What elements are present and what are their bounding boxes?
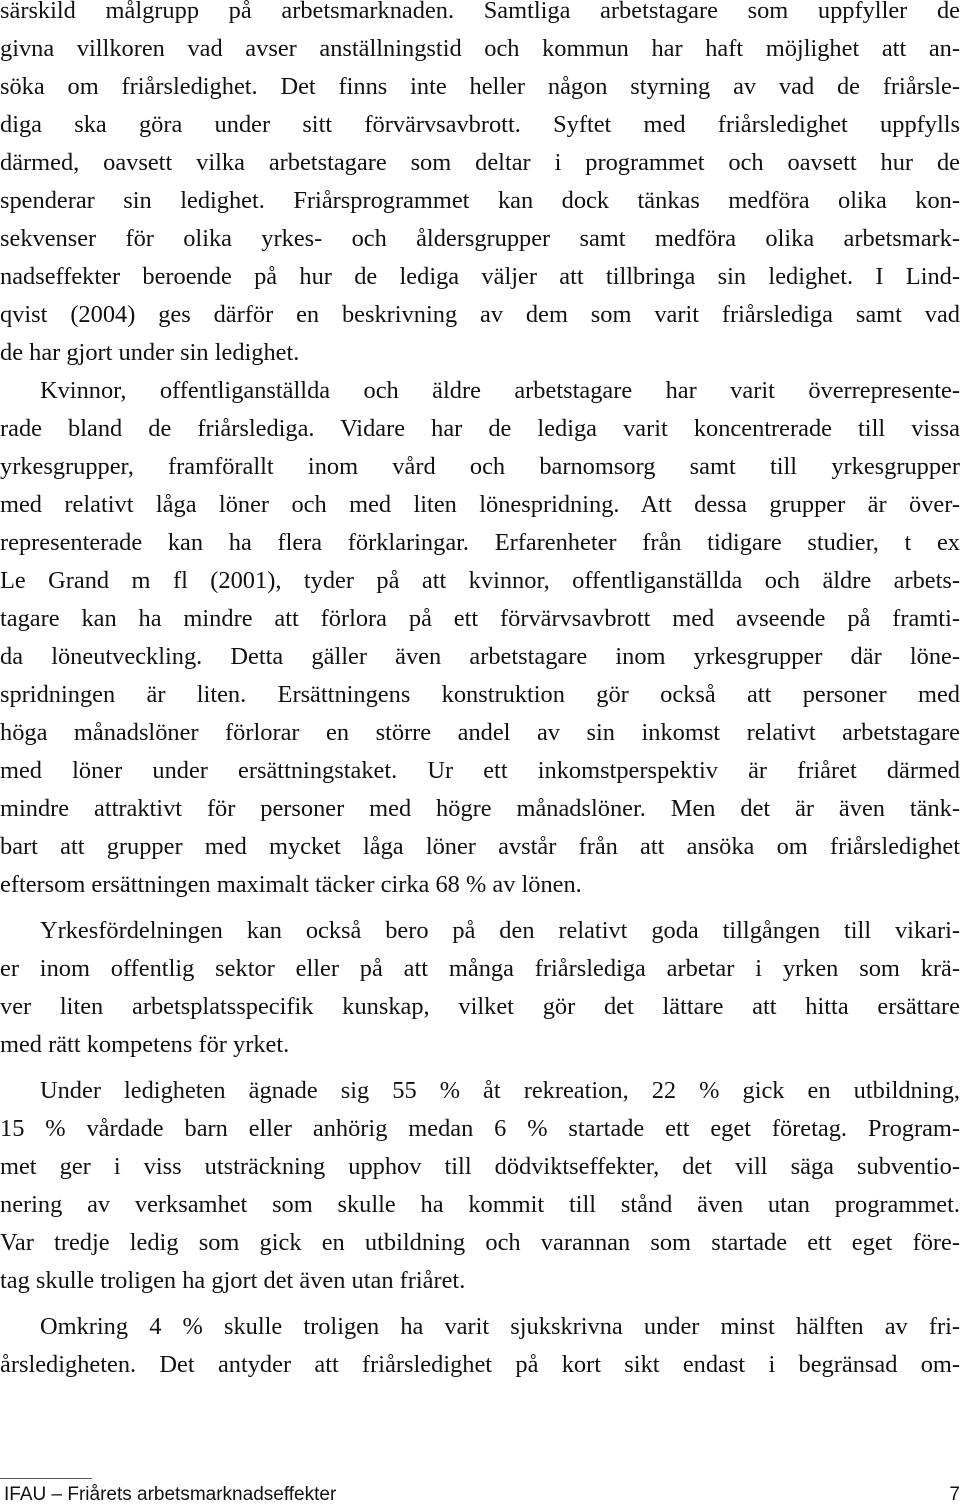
text-line: tag skulle troligen ha gjort det även utan friåret. <box>0 1267 466 1294</box>
text-line: sekvenser för olika yrkes- och åldersgrupper samt medföra olika arbetsmark- <box>0 225 960 252</box>
paragraph-3 <box>0 912 960 1064</box>
text-line: Yrkesfördelningen kan också bero på den relativt goda tillgången till vikari- <box>40 917 960 944</box>
text-line: spenderar sin ledighet. Friårsprogrammet kan dock tänkas medföra olika kon- <box>0 187 960 214</box>
text-line: höga månadslöner förlorar en större andel av sin inkomst relativt arbetstagare <box>0 719 960 746</box>
text-line: Kvinnor, offentliganställda och äldre arbetstagare har varit överrepresente- <box>40 377 960 404</box>
paragraph-2 <box>0 372 960 904</box>
text-line: diga ska göra under sitt förvärvsavbrott. Syftet med friårsledighet uppfylls <box>0 111 960 138</box>
text-line: mindre attraktivt för personer med högre månadslöner. Men det är även tänk- <box>0 795 960 822</box>
text-line: med löner under ersättningstaket. Ur ett inkomstperspektiv är friåret därmed <box>0 757 960 784</box>
text-line: 15 % vårdade barn eller anhörig medan 6 % startade ett eget företag. Program- <box>0 1115 960 1142</box>
text-line: nering av verksamhet som skulle ha kommit till stånd även utan programmet. <box>0 1191 960 1218</box>
text-line: särskild målgrupp på arbetsmarknaden. Samtliga arbetstagare som uppfyller de <box>0 0 960 24</box>
text-line: da löneutveckling. Detta gäller även arbetstagare inom yrkesgrupper där löne- <box>0 643 960 670</box>
text-line: bart att grupper med mycket låga löner avstår från att ansöka om friårsledighet <box>0 833 960 860</box>
text-line: eftersom ersättningen maximalt täcker cirka 68 % av lönen. <box>0 871 582 898</box>
paragraph-5 <box>0 1308 960 1384</box>
paragraph-1 <box>0 0 960 372</box>
text-line: nadseffekter beroende på hur de lediga väljer att tillbringa sin ledighet. I Lind- <box>0 263 960 290</box>
footer-title: IFAU – Friårets arbetsmarknadseffekter <box>4 1484 337 1505</box>
text-line: årsledigheten. Det antyder att friårsledighet på kort sikt endast i begränsad om- <box>0 1351 960 1378</box>
text-line: spridningen är liten. Ersättningens konstruktion gör också att personer med <box>0 681 960 708</box>
footer-divider <box>0 1478 92 1479</box>
page-number: 7 <box>949 1484 960 1505</box>
text-line: med rätt kompetens för yrket. <box>0 1031 290 1058</box>
text-line: Var tredje ledig som gick en utbildning och varannan som startade ett eget före- <box>0 1229 960 1256</box>
text-line: rade bland de friårslediga. Vidare har de lediga varit koncentrerade till vissa <box>0 415 960 442</box>
text-line: med relativt låga löner och med liten lönespridning. Att dessa grupper är över- <box>0 491 960 518</box>
text-line: söka om friårsledighet. Det finns inte heller någon styrning av vad de friårsle- <box>0 73 960 100</box>
text-line: Under ledigheten ägnade sig 55 % åt rekreation, 22 % gick en utbildning, <box>40 1077 960 1104</box>
text-line: qvist (2004) ges därför en beskrivning av dem som varit friårslediga samt vad <box>0 301 960 328</box>
text-line: Le Grand m fl (2001), tyder på att kvinnor, offentliganställda och äldre arbets- <box>0 567 960 594</box>
text-line: givna villkoren vad avser anställningstid och kommun har haft möjlighet att an- <box>0 35 960 62</box>
text-line: er inom offentlig sektor eller på att många friårslediga arbetar i yrken som krä- <box>0 955 960 982</box>
page-footer <box>0 1478 960 1508</box>
paragraph-4 <box>0 1072 960 1300</box>
text-line: därmed, oavsett vilka arbetstagare som deltar i programmet och oavsett hur de <box>0 149 960 176</box>
text-line: tagare kan ha mindre att förlora på ett förvärvsavbrott med avseende på framti- <box>0 605 960 632</box>
text-line: met ger i viss utsträckning upphov till dödviktseffekter, det vill säga subventio- <box>0 1153 960 1180</box>
text-line: Omkring 4 % skulle troligen ha varit sjukskrivna under minst hälften av fri- <box>40 1313 960 1340</box>
text-line: representerade kan ha flera förklaringar. Erfarenheter från tidigare studier, t ex <box>0 529 960 556</box>
text-line: yrkesgrupper, framförallt inom vård och barnomsorg samt till yrkesgrupper <box>0 453 960 480</box>
text-line: ver liten arbetsplatsspecifik kunskap, vilket gör det lättare att hitta ersättare <box>0 993 960 1020</box>
text-line: de har gjort under sin ledighet. <box>0 339 300 366</box>
